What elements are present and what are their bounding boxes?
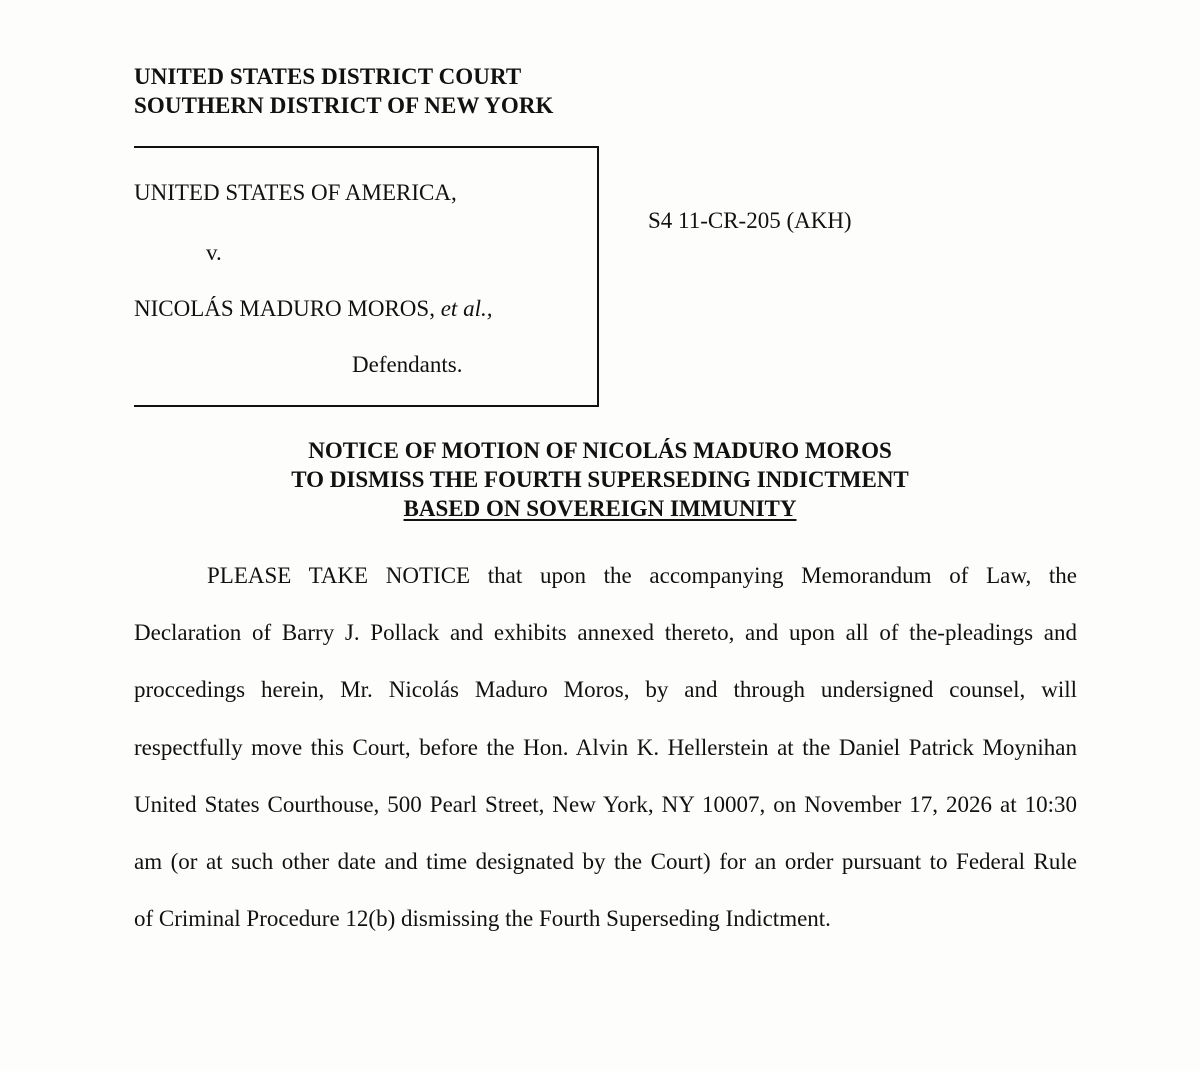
body-line: United States Courthouse, 500 Pearl Street, New York, NY 10007, on November 17, 2026 at 10:30 [134,791,1077,817]
defendants-label: Defendants. [352,352,463,377]
court-district: SOUTHERN DISTRICT OF NEW YORK [134,93,554,118]
notice-body [134,547,1077,947]
motion-title-line-1: NOTICE OF MOTION OF NICOLÁS MADURO MOROS [308,438,892,463]
body-line: Declaration of Barry J. Pollack and exhibits annexed thereto, and upon all of the-pleadings and [134,620,1077,646]
motion-title [0,436,1200,523]
defendant-line [134,296,492,322]
motion-title-line-2: TO DISMISS THE FOURTH SUPERSEDING INDICTMENT [291,467,909,492]
versus-label: v. [206,240,222,265]
defendant-suffix: et al., [440,296,493,321]
body-line: of Criminal Procedure 12(b) dismissing the Fourth Superseding Indictment. [134,906,831,932]
motion-title-line-3 [0,494,1200,523]
case-number: S4 11-CR-205 (AKH) [648,208,852,233]
body-line: proccedings herein, Mr. Nicolás Maduro Moros, by and through undersigned counsel, will [134,677,1077,703]
defendant-name: NICOLÁS MADURO MOROS, [134,296,435,321]
body-line: respectfully move this Court, before the Hon. Alvin K. Hellerstein at the Daniel Patrick Moynihan [134,734,1077,760]
court-name: UNITED STATES DISTRICT COURT [134,64,522,89]
case-caption-box [134,146,599,407]
body-line: am (or at such other date and time designated by the Court) for an order pursuant to Federal Rule [134,848,1077,874]
plaintiff-name: UNITED STATES OF AMERICA, [134,180,457,205]
court-header [134,62,554,120]
body-line: PLEASE TAKE NOTICE that upon the accompanying Memorandum of Law, the [207,563,1077,588]
motion-title-line-3-text: BASED ON SOVEREIGN IMMUNITY [403,496,797,521]
